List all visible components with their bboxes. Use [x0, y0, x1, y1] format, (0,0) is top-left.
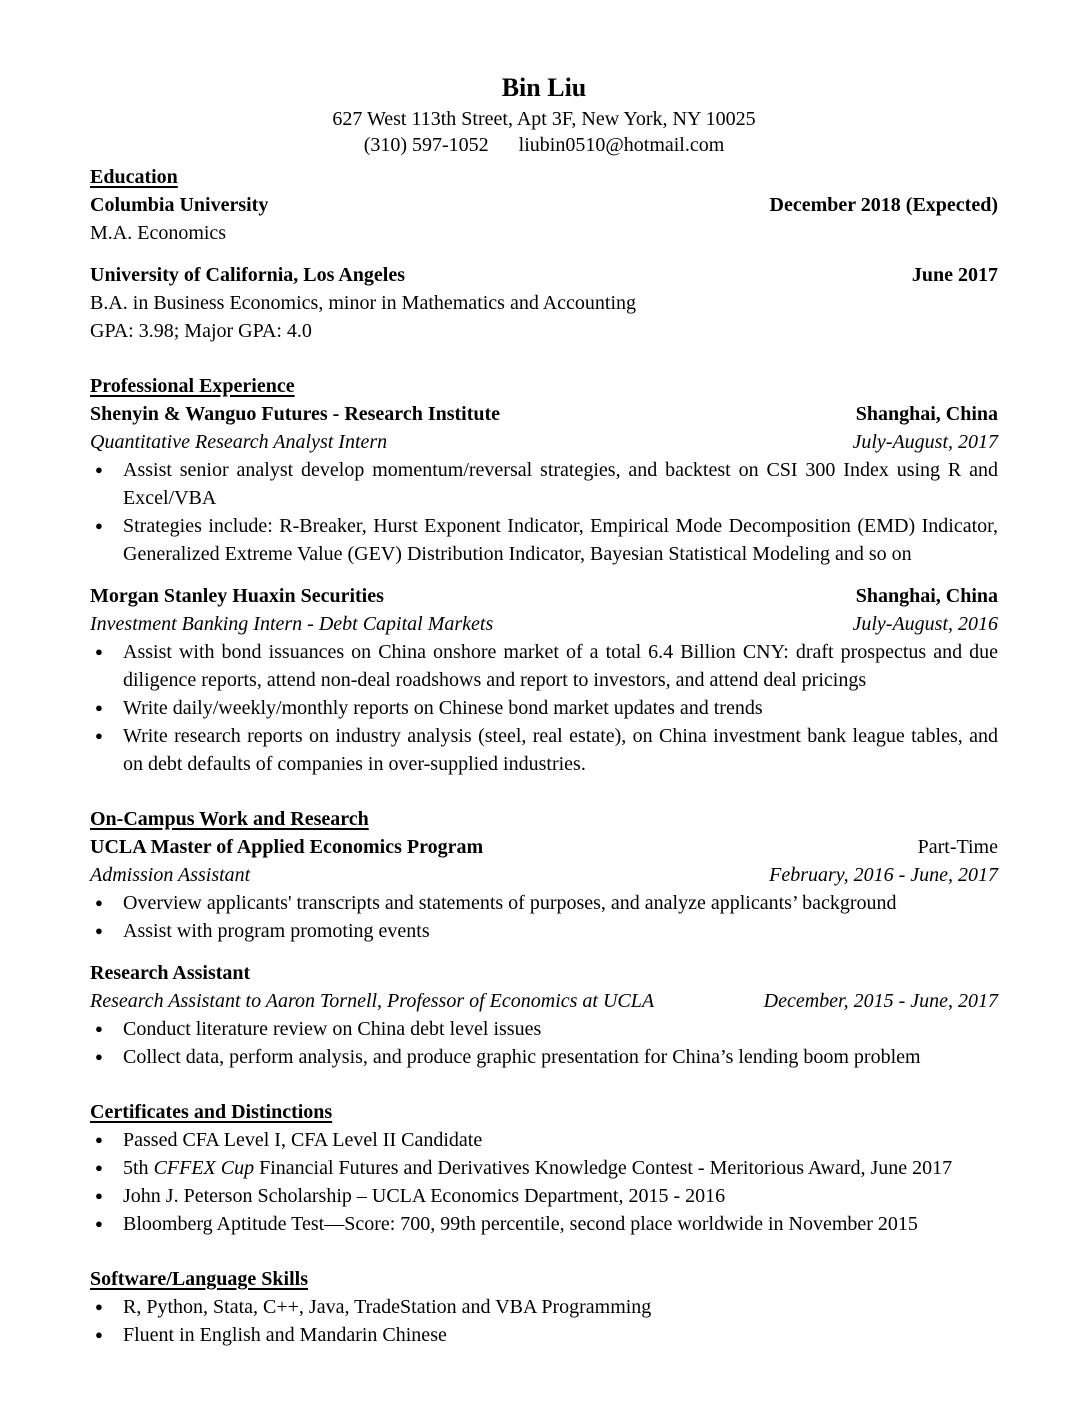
bullet-text [123, 1126, 998, 1154]
bullet-text [123, 694, 998, 722]
bullet-text [123, 1182, 998, 1210]
email-address: liubin0510@hotmail.com [518, 134, 725, 156]
bullet-icon: ● [95, 700, 103, 715]
entry-date-location: December, 2015 - June, 2017 [763, 990, 998, 1012]
organization-name: University of California, Los Angeles [90, 264, 405, 286]
bullet-text-segment: Overview applicants' transcripts and statements of purposes, and analyze applicants’ background [123, 892, 897, 914]
entry-header-row [90, 191, 998, 219]
entry-header-row [90, 400, 998, 428]
entry-role-row [90, 987, 998, 1015]
phone-number: (310) 597-1052 [363, 134, 489, 156]
bullet-text-segment: Write research reports on industry analysis (steel, real estate), on China investment bank league tables, and on debt defaults of companies in over-supplied industries. [123, 725, 998, 775]
bullet-text-segment: John J. Peterson Scholarship – UCLA Economics Department, 2015 - 2016 [123, 1185, 726, 1207]
bullet-icon: ● [95, 895, 103, 910]
bullet-icon: ● [95, 462, 103, 477]
bullet-text-segment: Passed CFA Level I, CFA Level II Candidate [123, 1129, 483, 1151]
bullet-icon: ● [95, 518, 103, 533]
role-title: Admission Assistant [90, 864, 251, 886]
section-professional-experience [90, 372, 998, 778]
organization-name: UCLA Master of Applied Economics Program [90, 836, 484, 858]
bullet-text-segment: Strategies include: R-Breaker, Hurst Exponent Indicator, Empirical Mode Decomposition (EMD) Indicator, Generalized Extreme Value (GEV) Distribution Indicator, Bayesian Statistical Modeling and so on [123, 515, 998, 565]
bullet-text [123, 917, 998, 945]
bullet-item [90, 1293, 998, 1321]
detail-line: M.A. Economics [90, 222, 227, 244]
bullet-text-segment: Bloomberg Aptitude Test—Score: 700, 99th percentile, second place worldwide in November 2015 [123, 1213, 918, 1235]
bullet-text [123, 512, 998, 568]
entry-role-row [90, 861, 998, 889]
bullet-text [123, 638, 998, 694]
bullet-icon: ● [95, 1160, 103, 1175]
section-education [90, 163, 998, 345]
bullet-item [90, 1182, 998, 1210]
bullet-text [123, 1015, 998, 1043]
bullet-text [123, 1293, 998, 1321]
section-certificates-and-distinctions [90, 1098, 998, 1238]
entry-date-location: December 2018 (Expected) [769, 194, 998, 216]
role-title: Research Assistant to Aaron Tornell, Professor of Economics at UCLA [90, 990, 655, 1012]
bullet-text-segment: CFFEX Cup [153, 1157, 255, 1179]
bullet-item [90, 1210, 998, 1238]
bullet-text-segment: Assist with program promoting events [123, 920, 430, 942]
bullet-text-segment: Financial Futures and Derivatives Knowledge Contest - Meritorious Award, June 2017 [254, 1157, 953, 1179]
entry-header-row [90, 833, 998, 861]
entry-header-row [90, 959, 998, 987]
section-heading: Education [90, 166, 178, 188]
entry-header-row [90, 582, 998, 610]
section-heading: On-Campus Work and Research [90, 808, 369, 830]
bullet-icon: ● [95, 1132, 103, 1147]
bullet-icon: ● [95, 728, 103, 743]
bullet-item [90, 722, 998, 778]
entry-date-location: Shanghai, China [855, 403, 998, 425]
bullet-text-segment: Conduct literature review on China debt level issues [123, 1018, 542, 1040]
resume-body [90, 163, 998, 1349]
bullet-item [90, 917, 998, 945]
bullet-item [90, 456, 998, 512]
section-heading: Professional Experience [90, 375, 295, 397]
bullet-text [123, 1154, 998, 1182]
entry-date-location: July-August, 2017 [852, 431, 998, 453]
bullet-item [90, 1154, 998, 1182]
entry-role-row [90, 610, 998, 638]
bullet-text-segment: 5th [123, 1157, 154, 1179]
section-heading: Certificates and Distinctions [90, 1101, 333, 1123]
bullet-item [90, 1043, 998, 1071]
entry-date-location: July-August, 2016 [852, 613, 998, 635]
section-on-campus-work-and-research [90, 805, 998, 1071]
resume-header [90, 72, 998, 158]
bullet-item [90, 889, 998, 917]
bullet-text [123, 456, 998, 512]
entry-header-row [90, 261, 998, 289]
section-software-language-skills [90, 1265, 998, 1349]
address-line: 627 West 113th Street, Apt 3F, New York, NY 10025 [332, 108, 756, 130]
bullet-text-segment: Assist senior analyst develop momentum/reversal strategies, and backtest on CSI 300 Index using R and Excel/VBA [123, 459, 998, 509]
organization-name: Shenyin & Wanguo Futures - Research Institute [90, 403, 501, 425]
bullet-icon: ● [95, 1188, 103, 1203]
contact-line [90, 132, 998, 158]
detail-line: B.A. in Business Economics, minor in Mathematics and Accounting [90, 292, 637, 314]
bullet-item [90, 1015, 998, 1043]
bullet-text [123, 1043, 998, 1071]
bullet-text-segment: Assist with bond issuances on China onshore market of a total 6.4 Billion CNY: draft prospectus and due diligence reports, attend non-deal roadshows and report to investors, and attend deal pricings [123, 641, 998, 691]
bullet-text [123, 889, 998, 917]
entry-date-location: Part-Time [917, 836, 998, 858]
bullet-icon: ● [95, 1327, 103, 1342]
bullet-item [90, 1126, 998, 1154]
role-title: Investment Banking Intern - Debt Capital Markets [90, 613, 494, 635]
bullet-item [90, 512, 998, 568]
bullet-text-segment: R, Python, Stata, C++, Java, TradeStation and VBA Programming [123, 1296, 652, 1318]
detail-line: GPA: 3.98; Major GPA: 4.0 [90, 320, 312, 342]
role-title: Quantitative Research Analyst Intern [90, 431, 388, 453]
bullet-item [90, 694, 998, 722]
organization-name: Research Assistant [90, 962, 251, 984]
entry-date-location: February, 2016 - June, 2017 [769, 864, 998, 886]
organization-name: Columbia University [90, 194, 269, 216]
bullet-text-segment: Fluent in English and Mandarin Chinese [123, 1324, 447, 1346]
bullet-item [90, 638, 998, 694]
bullet-icon: ● [95, 1021, 103, 1036]
bullet-text-segment: Write daily/weekly/monthly reports on Chinese bond market updates and trends [123, 697, 763, 719]
bullet-text [123, 722, 998, 778]
organization-name: Morgan Stanley Huaxin Securities [90, 585, 384, 607]
entry-date-location: Shanghai, China [855, 585, 998, 607]
person-name: Bin Liu [501, 73, 587, 102]
bullet-icon: ● [95, 644, 103, 659]
bullet-text-segment: Collect data, perform analysis, and produce graphic presentation for China’s lending boom problem [123, 1046, 921, 1068]
entry-role-row [90, 428, 998, 456]
bullet-item [90, 1321, 998, 1349]
bullet-text [123, 1210, 998, 1238]
bullet-icon: ● [95, 923, 103, 938]
section-heading: Software/Language Skills [90, 1268, 308, 1290]
bullet-text [123, 1321, 998, 1349]
bullet-icon: ● [95, 1216, 103, 1231]
bullet-icon: ● [95, 1299, 103, 1314]
entry-date-location: June 2017 [911, 264, 998, 286]
bullet-icon: ● [95, 1049, 103, 1064]
